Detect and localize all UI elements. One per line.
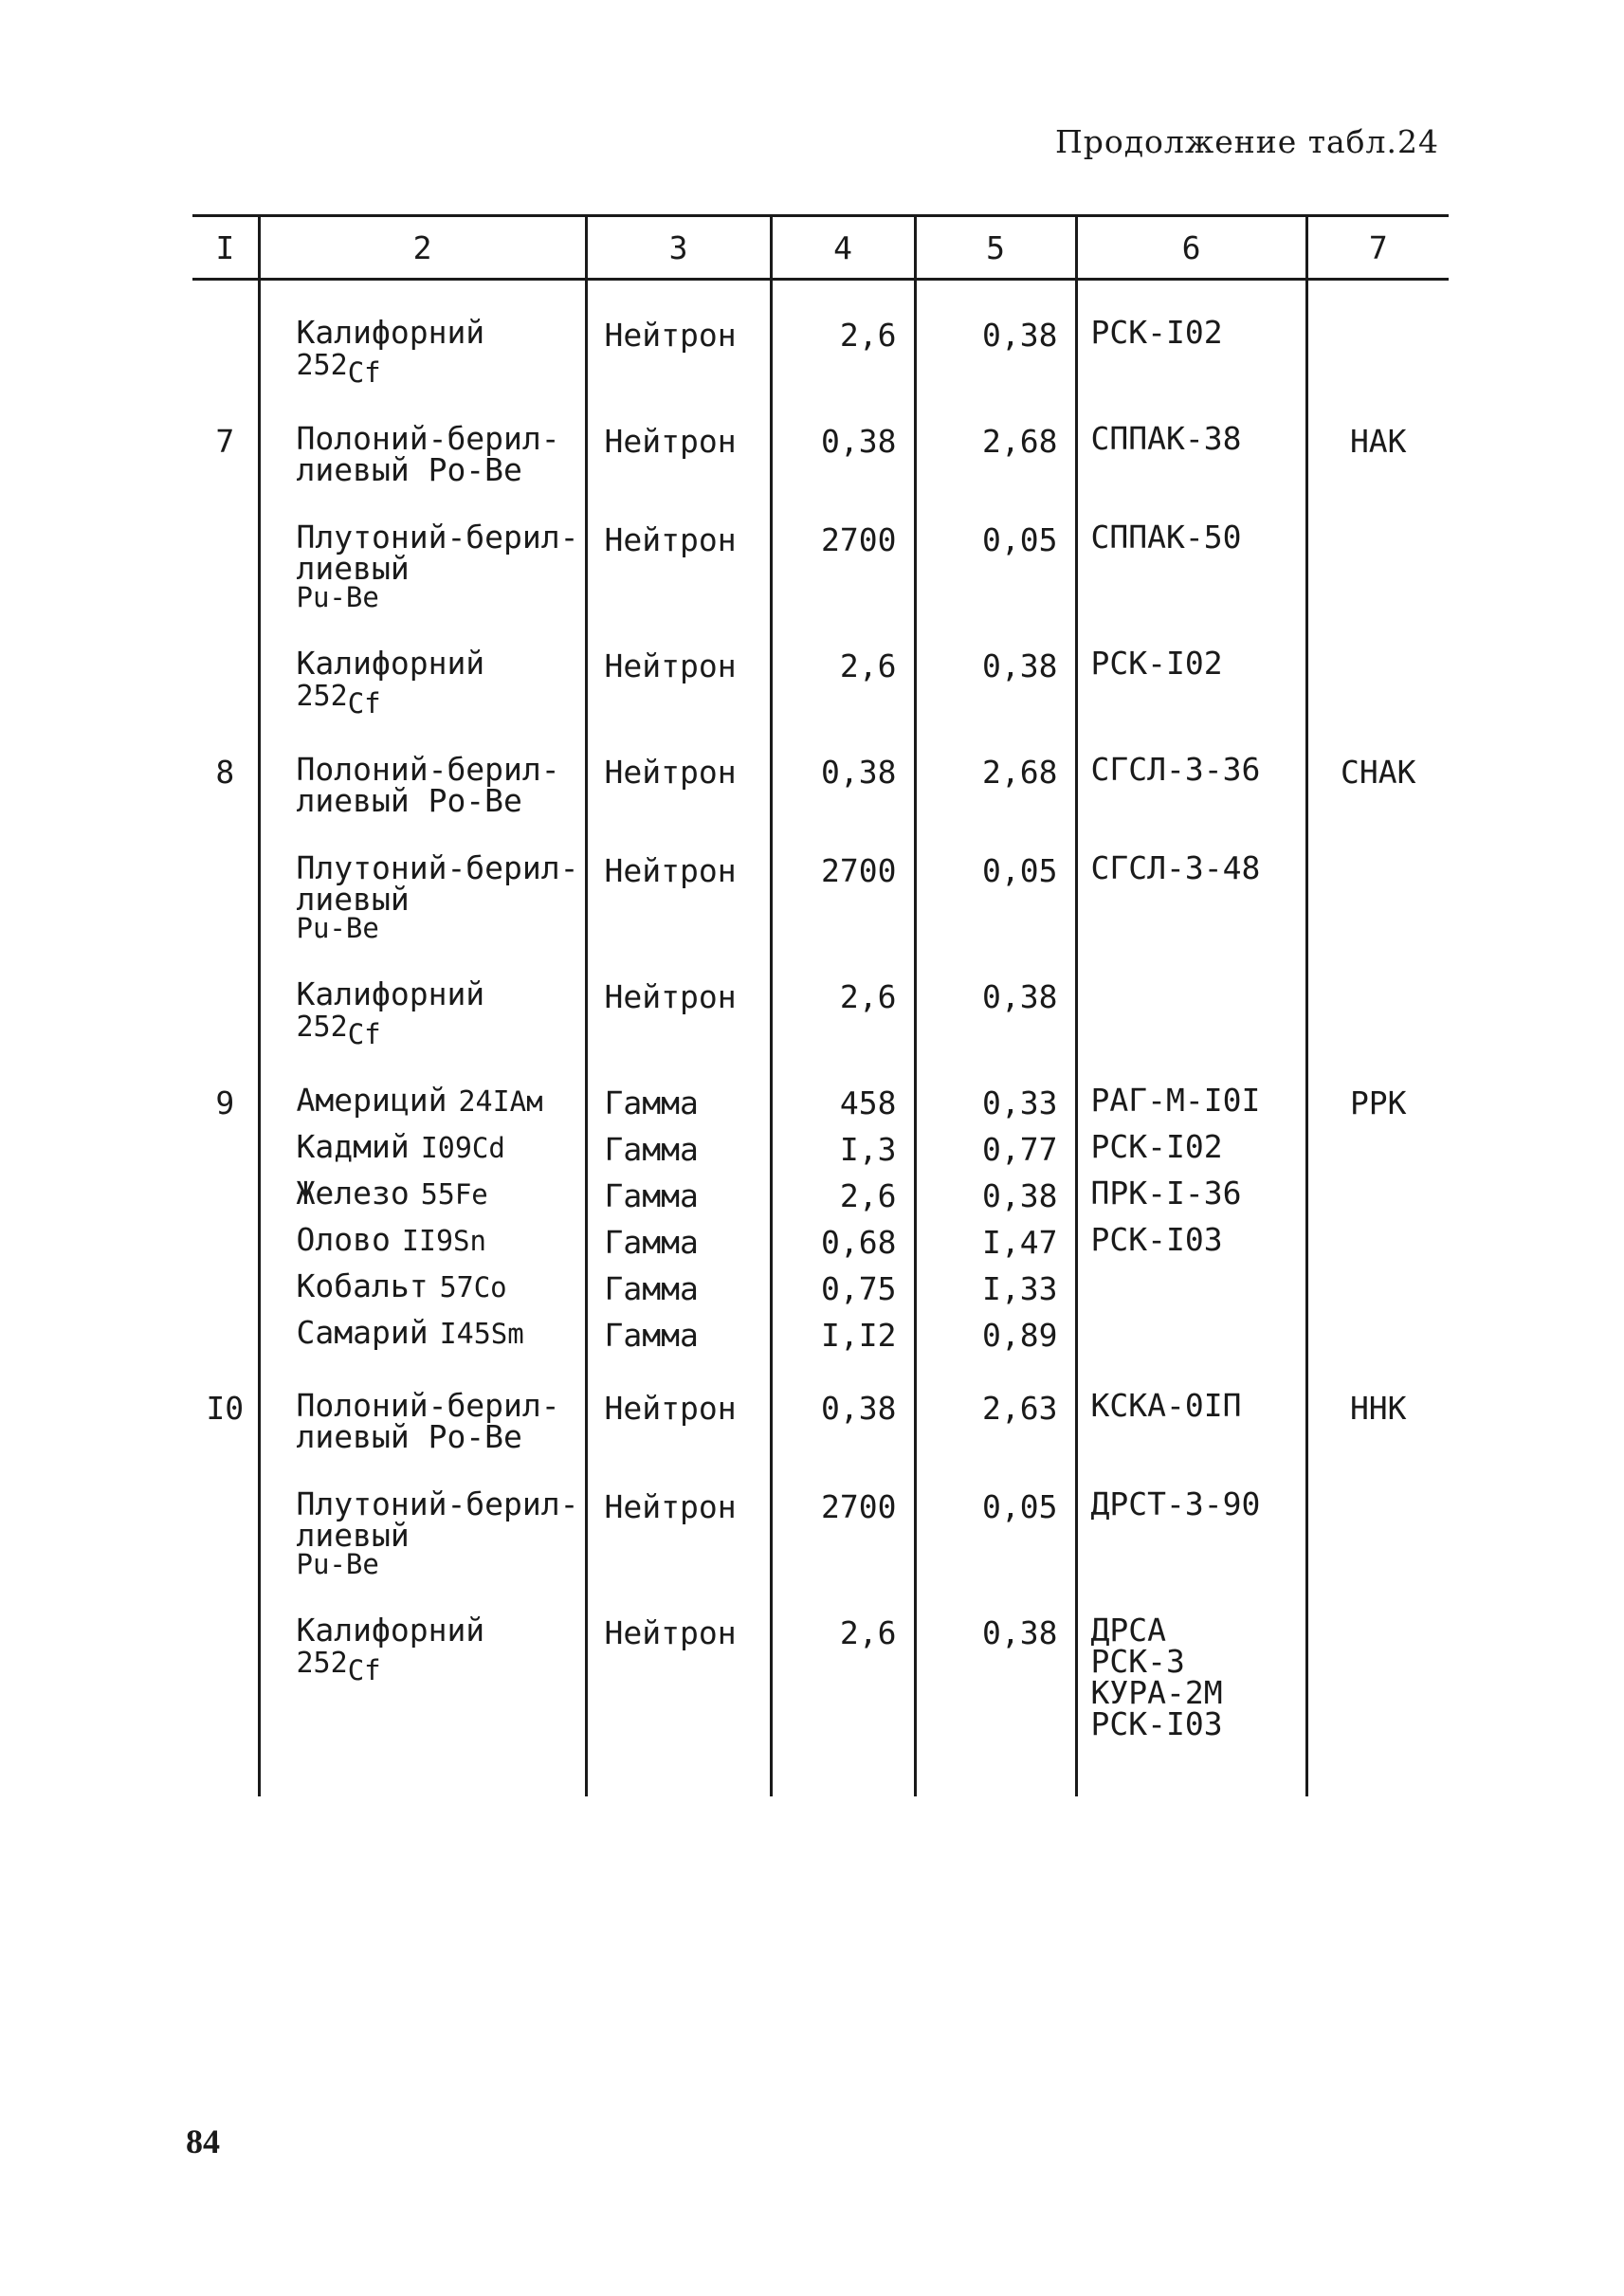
radiation-type-cell: Гамма [586,1168,771,1214]
row-number-cell: I0 [192,1354,259,1452]
value-col5-cell: 0,89 [915,1307,1076,1354]
device-name: КУРА-2М [1090,1674,1223,1711]
row-number-cell: 9 [192,1048,259,1121]
method-cell: НАК [1306,387,1449,485]
isotope-mass-number: 55 [420,1178,455,1212]
source-name-cell [259,942,586,1048]
spacer-cell [586,1740,771,1796]
row-number-cell [192,1168,259,1214]
row-number-cell [192,1307,259,1354]
value-col5-cell: 0,77 [915,1121,1076,1168]
table-row [192,718,1449,816]
source-name-cell [259,485,586,611]
table-row [192,1048,1449,1121]
table-row [192,1578,1449,1740]
method-cell [1306,1578,1449,1740]
isotope-label [421,1131,505,1163]
method-cell [1306,1214,1449,1261]
row-number-cell [192,485,259,611]
radiation-type-cell: Нейтрон [586,718,771,816]
source-name-cell [259,1452,586,1578]
header-cell: 2 [259,216,586,280]
table-row [192,1261,1449,1307]
method-cell [1306,1121,1449,1168]
table-caption: Продолжение табл.24 [1054,123,1439,160]
row-number-cell [192,1261,259,1307]
spacer-cell [192,1740,259,1796]
value-col4-cell: 458 [771,1048,915,1121]
radiation-type-cell: Нейтрон [586,1354,771,1452]
value-col5-cell: 0,05 [915,1452,1076,1578]
device-cell [1076,816,1306,942]
device-name: РАГ-М-I0I [1090,1082,1261,1119]
isotope-symbol: Ам [509,1085,543,1118]
source-name: Плутоний-берил- [296,519,579,556]
device-cell [1076,1214,1306,1261]
value-col4-cell: 2700 [771,816,915,942]
device-cell [1076,718,1306,816]
value-col5-cell: 0,33 [915,1048,1076,1121]
row-number-cell [192,816,259,942]
row-number-cell [192,611,259,718]
source-name: Кадмий [296,1128,410,1165]
source-name-cell [259,1048,586,1121]
value-col5-cell: I,33 [915,1261,1076,1307]
source-name: Плутоний-берил- [296,849,579,886]
isotope-mass-number: I45 [439,1318,491,1351]
source-name-line2: лиевый Ро-Ве [296,451,522,488]
spacer-cell [771,1740,915,1796]
isotope-label [296,680,585,720]
row-number-cell [192,942,259,1048]
isotope-symbol: Cd [471,1132,505,1164]
isotope-symbol: Fe [454,1178,488,1211]
radiation-type-cell: Гамма [586,1048,771,1121]
isotope-mass-number: 252 [296,680,348,713]
table-row [192,485,1449,611]
isotope-symbol: Cf [347,687,381,720]
row-number-cell [192,1214,259,1261]
isotope-mass-number: II9 [401,1225,454,1258]
radiation-type-cell: Гамма [586,1261,771,1307]
source-name-line3: Pu-Be [296,912,379,944]
device-cell [1076,1452,1306,1578]
table-row [192,1452,1449,1578]
source-name-cell [259,611,586,718]
spacer-cell [259,1740,586,1796]
source-name: Самарий [296,1314,429,1351]
table-row [192,1121,1449,1168]
value-col5-cell: 0,38 [915,1578,1076,1740]
source-name-cell [259,1354,586,1455]
radiation-type-cell: Нейтрон [586,387,771,485]
radiation-type-cell: Нейтрон [586,1452,771,1578]
radiation-type-cell: Нейтрон [586,485,771,611]
value-col4-cell: 2,6 [771,611,915,718]
value-col5-cell: 0,38 [915,942,1076,1048]
method-cell [1306,611,1449,718]
device-name: РСК-I02 [1090,314,1223,351]
device-name: ДРСА [1090,1612,1166,1649]
device-name: РСК-I03 [1090,1221,1223,1258]
radiation-type-cell: Нейтрон [586,1578,771,1740]
method-cell: ННК [1306,1354,1449,1452]
device-cell [1076,1578,1306,1740]
device-name: СГСЛ-3-48 [1090,849,1261,886]
source-name-line3: Pu-Be [296,581,379,613]
source-name-line2: лиевый Ро-Ве [296,1418,522,1455]
source-name: Калифорний [296,314,485,351]
isotope-mass-number: 252 [296,349,348,382]
value-col5-cell: 0,05 [915,485,1076,611]
header-cell: 3 [586,216,771,280]
radiation-type-cell: Гамма [586,1307,771,1354]
source-name-line2: лиевый [296,1517,410,1554]
value-col4-cell: I,3 [771,1121,915,1168]
device-cell [1076,485,1306,611]
table-row [192,1307,1449,1354]
value-col4-cell: 2,6 [771,942,915,1048]
device-name: РСК-I03 [1090,1705,1223,1742]
value-col5-cell: 2,68 [915,718,1076,816]
row-number-cell [192,1452,259,1578]
spacer-cell [1076,1740,1306,1796]
radiation-type-cell: Нейтрон [586,942,771,1048]
source-name-line2: лиевый Ро-Ве [296,782,522,819]
isotope-symbol: Sn [453,1225,486,1257]
value-col4-cell: 0,68 [771,1214,915,1261]
source-name-cell [259,1578,586,1740]
source-name-cell [259,816,586,942]
device-cell [1076,1354,1306,1452]
value-col5-cell: 0,38 [915,280,1076,388]
device-cell [1076,942,1306,1048]
device-name: СППАК-38 [1090,420,1242,457]
value-col5-cell: 0,38 [915,611,1076,718]
method-cell [1306,1307,1449,1354]
source-name-line2: лиевый [296,550,410,587]
radiation-type-cell: Гамма [586,1121,771,1168]
device-name: РСК-I02 [1090,1128,1223,1165]
device-cell [1076,611,1306,718]
sources-table [192,214,1449,1796]
source-name-cell [259,1214,586,1261]
spacer-cell [1306,1740,1449,1796]
isotope-label [421,1177,488,1210]
device-name: РСК-3 [1090,1643,1185,1680]
isotope-label [440,1317,524,1349]
table-row [192,942,1449,1048]
spacer-cell [915,1740,1076,1796]
row-number-cell [192,1121,259,1168]
source-name-line2: лиевый [296,881,410,918]
table-spacer-row [192,1740,1449,1796]
source-name-cell [259,718,586,819]
source-name: Калифорний [296,645,485,682]
isotope-mass-number: I09 [420,1132,472,1165]
table-row [192,1214,1449,1261]
source-name-cell [259,1121,586,1168]
device-name: СГСЛ-3-36 [1090,751,1261,788]
header-cell: I [192,216,259,280]
device-cell [1076,280,1306,388]
source-name: Полоний-берил- [296,1387,560,1424]
isotope-label [440,1270,507,1303]
source-name: Железо [296,1175,410,1212]
method-cell: РРК [1306,1048,1449,1121]
method-cell [1306,816,1449,942]
device-cell [1076,1121,1306,1168]
device-name: РСК-I02 [1090,645,1223,682]
device-name: ДРСТ-3-90 [1090,1485,1261,1522]
value-col5-cell: 0,38 [915,1168,1076,1214]
source-name-cell [259,1261,586,1307]
header-cell: 5 [915,216,1076,280]
method-cell [1306,1452,1449,1578]
method-cell [1306,485,1449,611]
device-cell [1076,1168,1306,1214]
method-cell [1306,942,1449,1048]
table-row [192,387,1449,485]
isotope-label [297,1649,585,1685]
table-row [192,816,1449,942]
isotope-mass-number: 24I [458,1085,510,1119]
source-name: Полоний-берил- [296,420,560,457]
isotope-label [296,349,585,389]
value-col5-cell: 2,63 [915,1354,1076,1452]
device-name: СППАК-50 [1090,519,1242,556]
source-name: Олово [296,1221,391,1258]
page-number: 84 [186,2123,220,2160]
value-col4-cell: 2700 [771,1452,915,1578]
device-cell [1076,387,1306,485]
header-cell: 4 [771,216,915,280]
value-col5-cell: 0,05 [915,816,1076,942]
radiation-type-cell: Нейтрон [586,816,771,942]
isotope-symbol: Cf [347,356,381,389]
isotope-mass-number: 252 [296,1647,348,1680]
device-name: ПРК-I-36 [1090,1175,1242,1212]
source-name-cell [259,1307,586,1354]
device-cell [1076,1261,1306,1307]
device-cell [1076,1048,1306,1121]
value-col5-cell: 2,68 [915,387,1076,485]
isotope-label [297,1013,585,1048]
method-cell [1306,1168,1449,1214]
source-name-cell [259,280,586,388]
row-number-cell [192,1578,259,1740]
source-name-cell [259,1168,586,1214]
value-col5-cell: I,47 [915,1214,1076,1261]
radiation-type-cell: Нейтрон [586,280,771,388]
device-cell [1076,1307,1306,1354]
method-cell [1306,280,1449,388]
table-row [192,611,1449,718]
isotope-symbol: Sm [490,1318,524,1350]
header-cell: 6 [1076,216,1306,280]
source-name: Полоний-берил- [296,751,560,788]
row-number-cell: 8 [192,718,259,816]
source-name: Плутоний-берил- [296,1485,579,1522]
value-col4-cell: 0,75 [771,1261,915,1307]
value-col4-cell: 2700 [771,485,915,611]
value-col4-cell: 0,38 [771,387,915,485]
isotope-symbol: Cf [347,1018,381,1050]
header-cell: 7 [1306,216,1449,280]
method-cell [1306,1261,1449,1307]
device-name: КСКА-0IП [1090,1387,1242,1424]
source-name: Кобальт [296,1267,429,1304]
source-name-cell [259,387,586,488]
source-name: Калифорний [296,1612,485,1649]
source-name: Калифорний [296,975,485,1012]
isotope-label [458,1084,542,1117]
value-col4-cell: 0,38 [771,1354,915,1452]
source-name-line3: Pu-Be [296,1548,379,1580]
value-col4-cell: I,I2 [771,1307,915,1354]
value-col4-cell: 0,38 [771,718,915,816]
radiation-type-cell: Нейтрон [586,611,771,718]
source-name: Америций [296,1082,447,1119]
table-row [192,280,1449,388]
header-row [192,216,1449,280]
isotope-symbol: Cf [347,1654,381,1686]
isotope-label [402,1224,486,1256]
value-col4-cell: 2,6 [771,1168,915,1214]
method-cell: СНАК [1306,718,1449,816]
value-col4-cell: 2,6 [771,280,915,388]
isotope-mass-number: 57 [439,1271,474,1304]
table-row [192,1168,1449,1214]
value-col4-cell: 2,6 [771,1578,915,1740]
isotope-mass-number: 252 [296,1011,348,1044]
radiation-type-cell: Гамма [586,1214,771,1261]
table-row [192,1354,1449,1452]
isotope-symbol: Co [473,1271,507,1303]
row-number-cell: 7 [192,387,259,485]
row-number-cell [192,280,259,388]
